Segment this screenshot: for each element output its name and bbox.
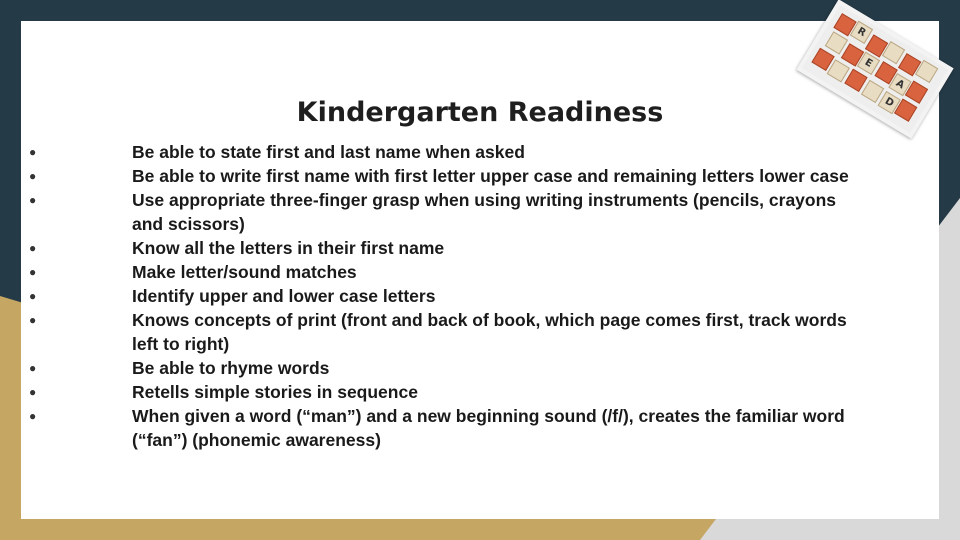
bullet-icon: ● bbox=[29, 385, 37, 399]
slide-title: Kindergarten Readiness bbox=[296, 97, 664, 128]
bullet-icon: ● bbox=[29, 241, 37, 255]
list-item: ● Be able to state first and last name when asked bbox=[29, 142, 525, 162]
list-item: ● Make letter/sound matches bbox=[29, 262, 357, 282]
list-item: ● Identify upper and lower case letters bbox=[29, 286, 436, 306]
photo-tile: E bbox=[857, 52, 880, 75]
list-item: ● When given a word (“man”) and a new beginning sound (/f/), creates the familiar word (“fan”) (phonemic awareness) bbox=[29, 406, 845, 450]
bullet-icon: ● bbox=[29, 409, 37, 423]
readiness-list bbox=[31, 140, 871, 452]
bullet-icon: ● bbox=[29, 169, 37, 183]
list-item: ● Knows concepts of print (front and back of book, which page comes first, track words left to right) bbox=[29, 310, 847, 354]
list-item: ● Be able to write first name with first letter upper case and remaining letters lower case bbox=[29, 166, 849, 186]
bullet-icon: ● bbox=[29, 193, 37, 207]
list-item: ● Retells simple stories in sequence bbox=[29, 382, 418, 402]
bullet-icon: ● bbox=[29, 313, 37, 327]
photo-tile: A bbox=[888, 73, 911, 96]
bullet-icon: ● bbox=[29, 265, 37, 279]
list-item: ● Use appropriate three-finger grasp when using writing instruments (pencils, crayons and scissors) bbox=[29, 190, 837, 234]
bullet-icon: ● bbox=[29, 145, 37, 159]
photo-tile: R bbox=[850, 21, 873, 44]
list-item: ● Be able to rhyme words bbox=[29, 358, 330, 378]
photo-tile: D bbox=[878, 91, 901, 114]
list-item: ● Know all the letters in their first name bbox=[29, 238, 445, 258]
bullet-icon: ● bbox=[29, 361, 37, 375]
bullet-icon: ● bbox=[29, 289, 37, 303]
